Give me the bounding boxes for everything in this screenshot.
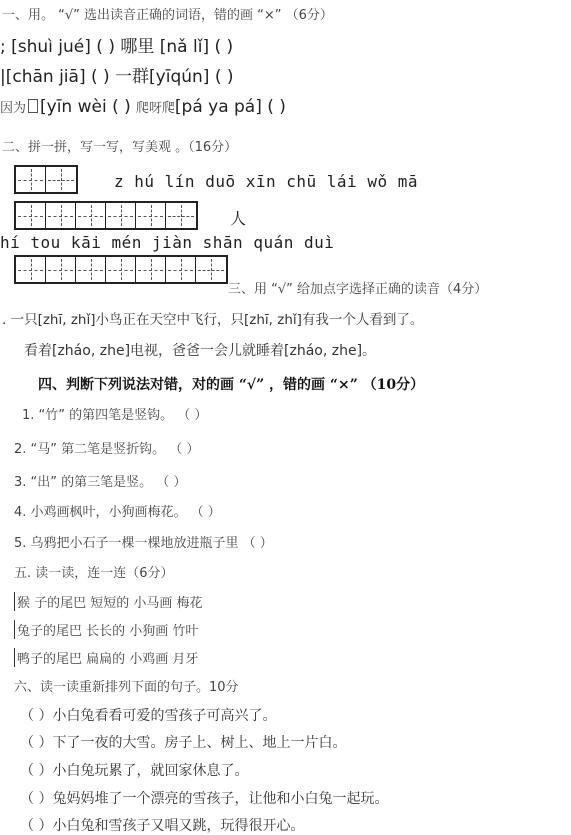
- s5-row-2: 兔子的尾巴 长长的 小狗画 竹叶: [14, 620, 198, 639]
- section3-title: 三、用 “√” 给加点字选择正确的读音（4分）: [228, 282, 488, 297]
- word-yinwei: 因为: [0, 101, 27, 116]
- grid-cell: [136, 203, 166, 228]
- section1-title: 一、用。 “√” 选出读音正确的词语，错的画 “×” （6分）: [2, 8, 333, 23]
- s6-item-2: （ ）下了一夜的大雪。房子上、树上、地上一片白。: [20, 735, 347, 751]
- writing-grid-3: [14, 255, 228, 284]
- section6-title: 六、读一读重新排列下面的句子。10分: [14, 680, 239, 695]
- grid-cell: [106, 203, 136, 228]
- section1-row3: [0, 97, 286, 117]
- s6-item-4: （ ）兔妈妈堆了一个漂亮的雪孩子，让他和小白兔一起玩。: [20, 791, 389, 807]
- section1-row2: |[chān jiā] ( ) 一群[yīqún] ( ): [0, 67, 234, 87]
- pinyin-row-1: z hú lín duō xīn chū lái wǒ mā: [114, 172, 418, 191]
- character-ren: 人: [230, 209, 247, 228]
- grid-cell: [76, 257, 106, 282]
- grid-cell: [196, 257, 226, 282]
- grid-cell: [46, 167, 76, 192]
- s6-item-1: （ ）小白兔看看可爱的雪孩子可高兴了。: [20, 708, 277, 724]
- s4-item-2: 2. “马” 第二笔是竖折钩。 （ ）: [14, 442, 200, 457]
- writing-grid-2: [14, 201, 198, 230]
- pinyin-payapa: [pá ya pá] ( ): [174, 97, 286, 117]
- s4-item-3: 3. “出” 的第三笔是竖。 （ ）: [14, 475, 187, 490]
- pinyin-yinwei: [yīn wèi ( ): [40, 97, 131, 117]
- grid-cell: [76, 203, 106, 228]
- grid-cell: [16, 167, 46, 192]
- grid-cell: [16, 203, 46, 228]
- word-payapa: 爬呀爬: [135, 101, 175, 116]
- writing-grid-1: [14, 165, 78, 194]
- s4-item-1: 1. “竹” 的第四笔是竖钩。 （ ）: [22, 408, 208, 423]
- section3-line1: . 一只[zhī, zhǐ]小鸟正在天空中飞行，只[zhī, zhǐ]有我一个人看到了。: [2, 312, 424, 328]
- s4-item-4: 4. 小鸡画枫叶，小狗画梅花。 （ ）: [14, 505, 221, 520]
- section2-title: 二、拼一拼，写一写，写美观 。（16分）: [2, 140, 238, 155]
- s6-item-5: （ ）小白兔和雪孩子又唱又跳，玩得很开心。: [20, 818, 305, 834]
- grid-cell: [166, 203, 196, 228]
- pinyin-row-2: hí tou kāi mén jiàn shān quán duì: [0, 233, 335, 252]
- grid-cell: [166, 257, 196, 282]
- box-glyph-icon: [28, 99, 38, 113]
- s6-item-3: （ ）小白兔玩累了，就回家休息了。: [20, 763, 249, 779]
- s5-row-3: 鸭子的尾巴 扁扁的 小鸡画 月牙: [14, 648, 198, 667]
- grid-cell: [16, 257, 46, 282]
- section5-title: 五. 读一读，连一连（6分）: [14, 566, 174, 581]
- s4-item-5: 5. 乌鸦把小石子一棵一棵地放进瓶子里 （ ）: [14, 536, 273, 551]
- grid-cell: [136, 257, 166, 282]
- section1-row1: ; [shuì jué] ( ) 哪里 [nǎ lǐ] ( ): [0, 37, 234, 57]
- s5-row-1: 猴 子的尾巴 短短的 小马画 梅花: [14, 592, 203, 611]
- grid-cell: [46, 257, 76, 282]
- grid-cell: [106, 257, 136, 282]
- grid-cell: [46, 203, 76, 228]
- section4-title: 四、判断下列说法对错，对的画 “√” ，错的画 “×” （10分）: [38, 377, 425, 393]
- section3-line2: 看着[zháo, zhe]电视，爸爸一会儿就睡着[zháo, zhe]。: [24, 343, 377, 359]
